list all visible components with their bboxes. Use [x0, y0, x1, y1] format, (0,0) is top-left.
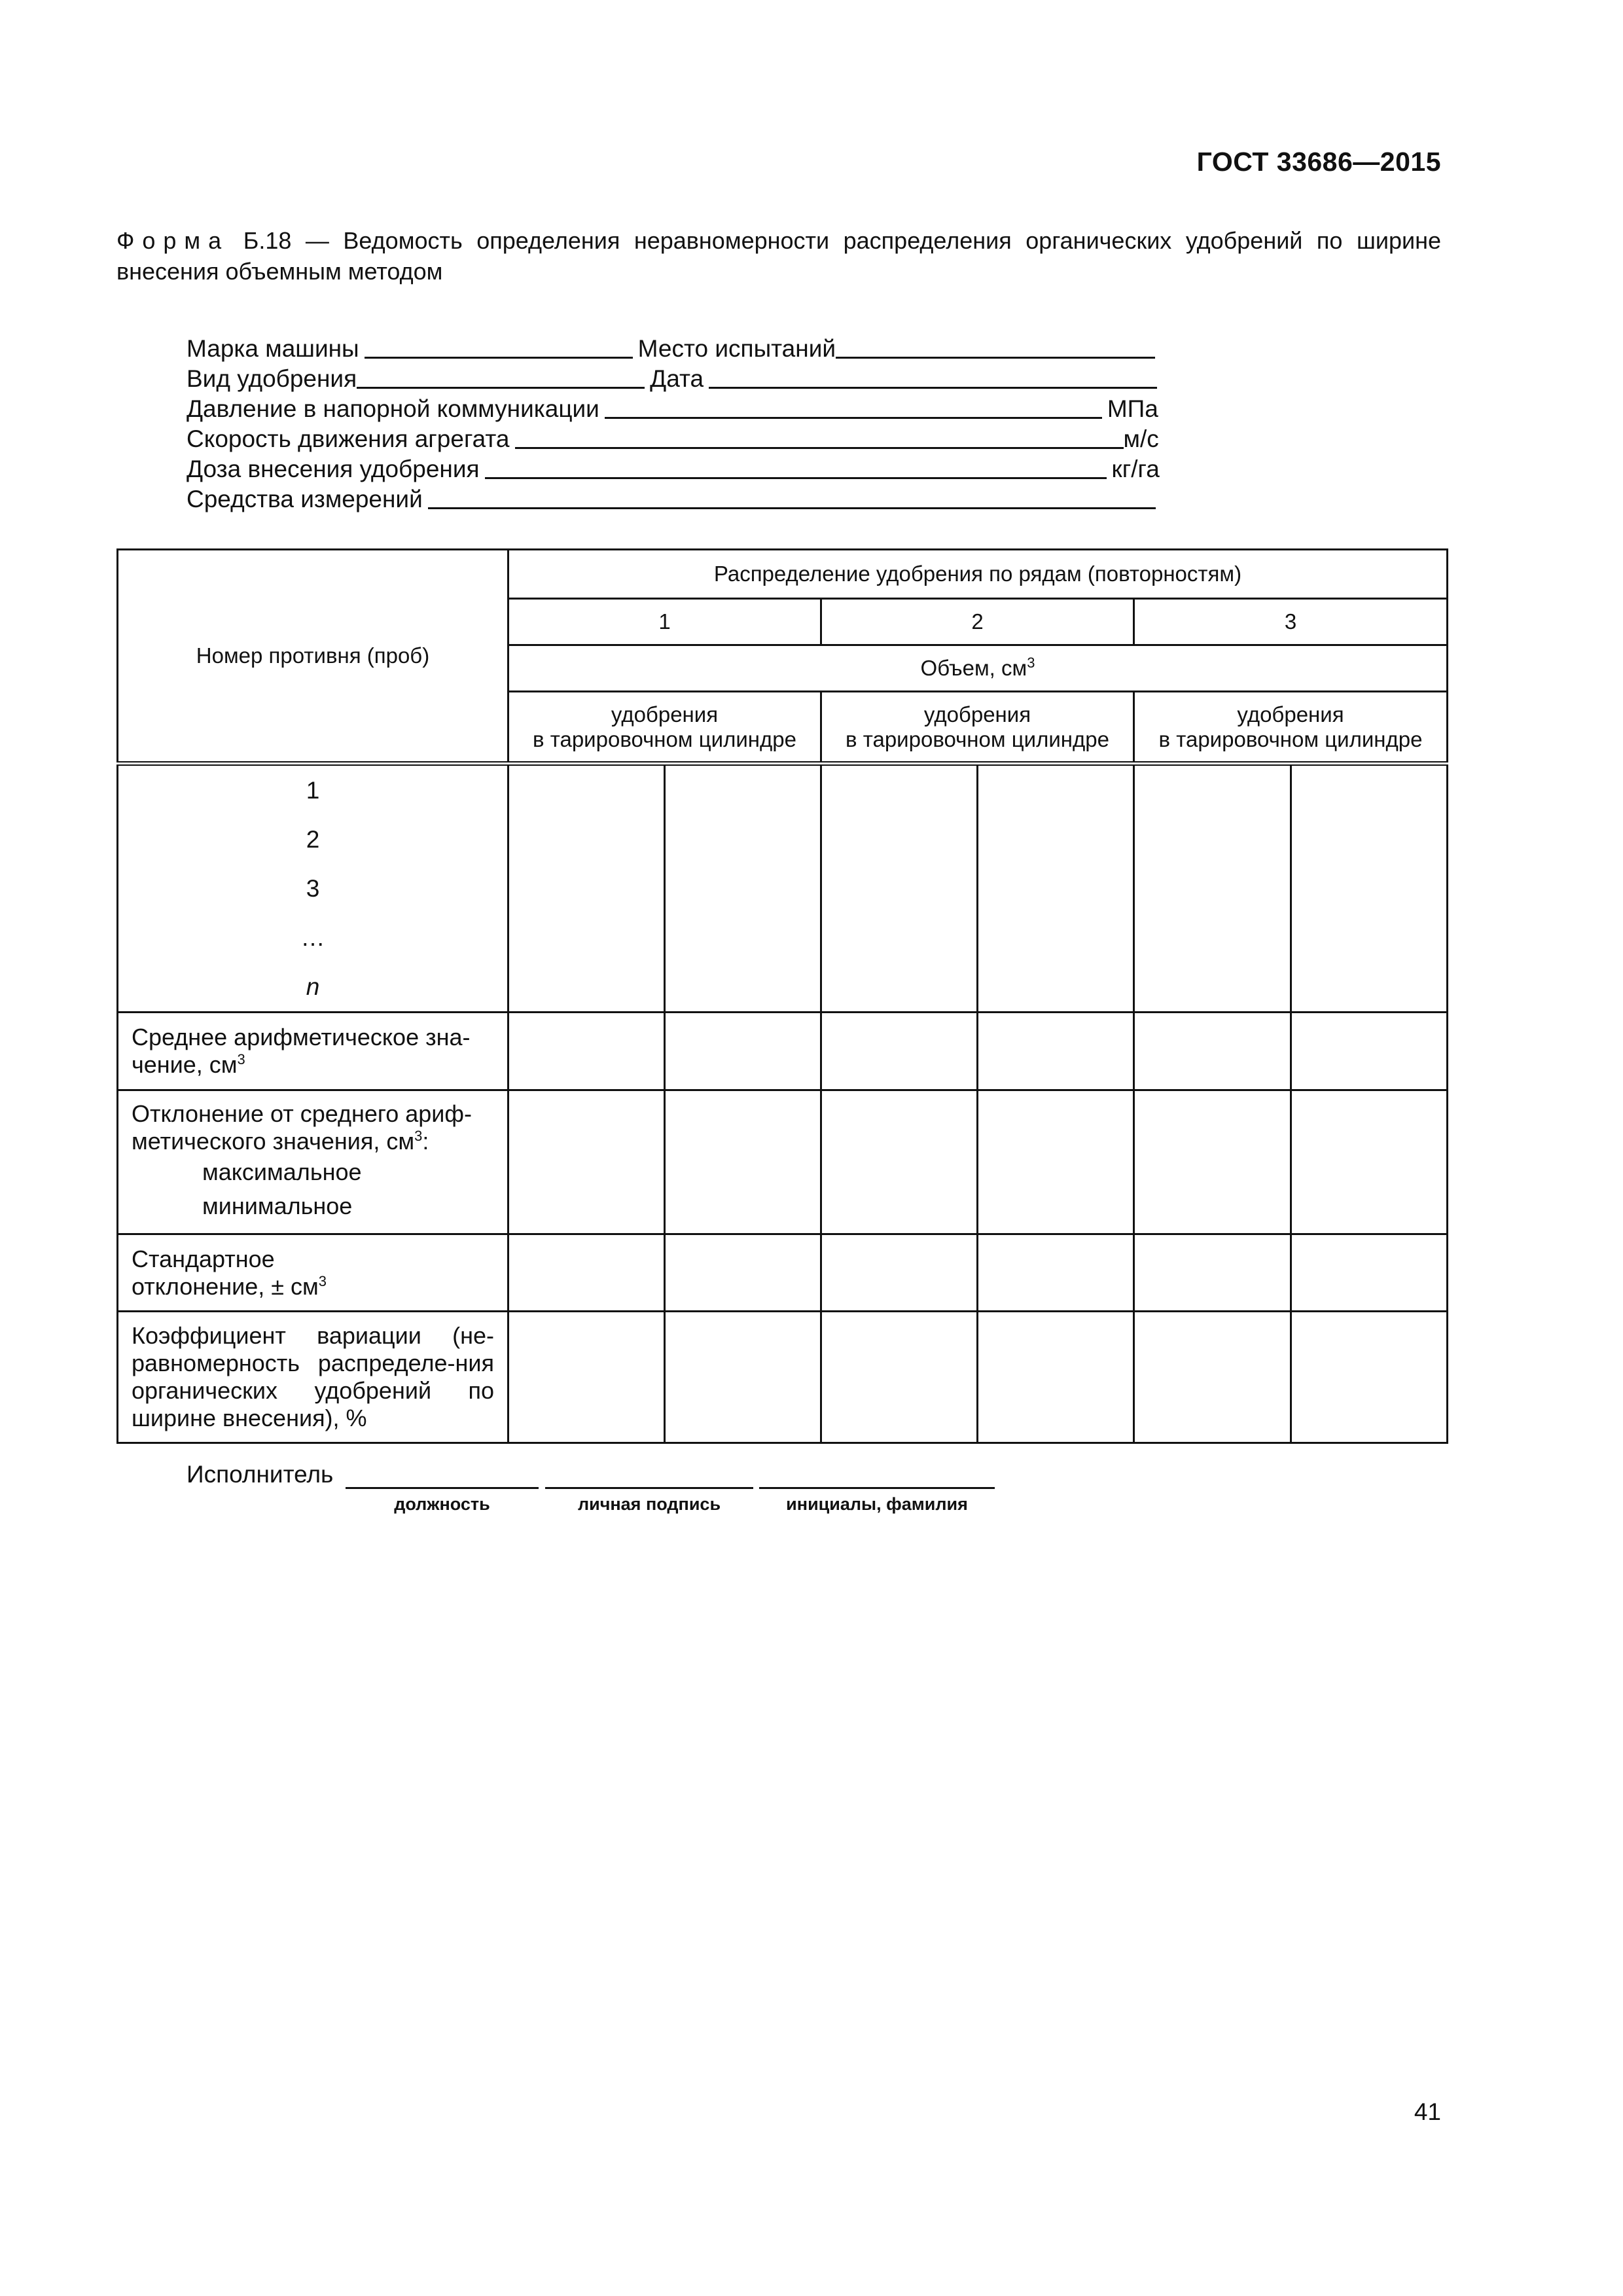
mean-label: [118, 1013, 508, 1090]
speed-label: Скорость движения агрегата: [187, 425, 510, 452]
table-cell[interactable]: [978, 1090, 1134, 1234]
sub-header-1-line1: удобрения: [611, 702, 719, 726]
table-cell[interactable]: [1291, 1090, 1448, 1234]
deviation-sup: 3: [414, 1128, 423, 1144]
table-cell[interactable]: [1291, 1312, 1448, 1443]
sub-header-1-line2: в тарировочном цилиндре: [533, 726, 796, 751]
std-sup: 3: [318, 1272, 327, 1289]
table-cell[interactable]: [665, 764, 821, 1013]
table-cell[interactable]: [978, 764, 1134, 1013]
deviation-max: максимальное: [202, 1158, 362, 1185]
table-row-samples: [118, 764, 1448, 1013]
table-cell[interactable]: [508, 1090, 665, 1234]
position-caption: должность: [394, 1494, 490, 1514]
page-number: 41: [1414, 2098, 1441, 2125]
pressure-blank[interactable]: [605, 393, 1102, 419]
sample-2: 2: [306, 826, 320, 853]
table-row-std: [118, 1234, 1448, 1312]
table-cell[interactable]: [665, 1090, 821, 1234]
pressure-label: Давление в напорной коммуникации: [187, 395, 599, 422]
table-cell[interactable]: [978, 1312, 1134, 1443]
table-cell[interactable]: [1134, 764, 1291, 1013]
sub-header-3-line1: удобрения: [1237, 702, 1344, 726]
deviation-label: Отклонение от среднего ариф-метического значения, $см^3$: максимальное минимальное: [118, 1090, 508, 1234]
table-row-cv: [118, 1312, 1448, 1443]
form-caption: [116, 225, 1441, 287]
pressure-unit: МПа: [1107, 395, 1158, 422]
name-blank[interactable]: [759, 1487, 995, 1489]
table-cell[interactable]: [508, 1234, 665, 1312]
std-label: [118, 1234, 508, 1312]
row-header-1: 1: [508, 599, 821, 645]
table-cell[interactable]: [508, 1312, 665, 1443]
field-row-speed: [187, 423, 1168, 453]
table-cell[interactable]: [665, 1013, 821, 1090]
sample-n: n: [306, 973, 320, 1000]
dose-blank[interactable]: [485, 454, 1107, 479]
machine-blank[interactable]: [365, 333, 633, 359]
table-cell[interactable]: [1134, 1090, 1291, 1234]
table-row-deviation: [118, 1090, 1448, 1234]
distribution-table: [116, 548, 1448, 1444]
std-line1: Стандартное: [132, 1245, 275, 1272]
volume-header: [508, 645, 1448, 692]
sample-1: 1: [306, 777, 320, 804]
field-row-fertilizer: [187, 363, 1168, 393]
signature-blank[interactable]: [545, 1487, 753, 1489]
distribution-header: Распределение удобрения по рядам (повторностям): [508, 550, 1448, 599]
sub-header-2-line1: удобрения: [923, 702, 1031, 726]
deviation-min: минимальное: [202, 1193, 353, 1219]
std-line2: отклонение, ± см: [132, 1272, 319, 1300]
instruments-label: Средства измерений: [187, 486, 423, 512]
header-fields: [187, 332, 1168, 513]
date-blank[interactable]: [709, 363, 1157, 389]
speed-unit: м/с: [1123, 425, 1159, 452]
form-title: Б.18 — Ведомость определения неравномерности распределения органических удобрений по ширине внесения объемным методом: [116, 227, 1441, 285]
sub-header-1: [508, 692, 821, 764]
row-header-3: 3: [1134, 599, 1448, 645]
table-cell[interactable]: [508, 1013, 665, 1090]
field-row-instruments: [187, 483, 1168, 513]
table-cell[interactable]: [821, 1234, 978, 1312]
date-label: Дата: [650, 365, 704, 392]
field-row-machine: [187, 332, 1168, 363]
sample-3: 3: [306, 875, 320, 902]
table-cell[interactable]: [1291, 1234, 1448, 1312]
sub-header-2: [821, 692, 1134, 764]
table-cell[interactable]: [1134, 1312, 1291, 1443]
sub-header-3: [1134, 692, 1448, 764]
sample-ellipsis: …: [300, 924, 325, 951]
place-blank[interactable]: [836, 333, 1155, 359]
executor-label: Исполнитель: [187, 1461, 334, 1488]
table-cell[interactable]: [978, 1013, 1134, 1090]
volume-sup: 3: [1027, 655, 1035, 671]
volume-label: Объем, см: [920, 656, 1027, 680]
place-label: Место испытаний: [637, 335, 836, 362]
deviation-text: Отклонение от среднего ариф-метического значения, см: [132, 1100, 472, 1155]
form-label: Форма: [116, 227, 230, 254]
dose-label: Доза внесения удобрения: [187, 456, 480, 482]
mean-sup: 3: [237, 1051, 245, 1067]
sample-number-header: Номер противня (проб): [118, 550, 508, 764]
table-cell[interactable]: [821, 1013, 978, 1090]
table-row-mean: [118, 1013, 1448, 1090]
table-cell[interactable]: [1291, 764, 1448, 1013]
machine-label: Марка машины: [187, 335, 359, 362]
standard-header: ГОСТ 33686—2015: [1196, 147, 1441, 177]
table-cell[interactable]: [1134, 1234, 1291, 1312]
speed-blank[interactable]: [515, 423, 1124, 449]
sub-header-3-line2: в тарировочном цилиндре: [1158, 726, 1423, 751]
table-cell[interactable]: [1134, 1013, 1291, 1090]
sub-header-2-line2: в тарировочном цилиндре: [846, 726, 1109, 751]
field-row-pressure: [187, 393, 1168, 423]
position-blank[interactable]: [346, 1487, 539, 1489]
table-cell[interactable]: [665, 1312, 821, 1443]
table-cell[interactable]: [508, 764, 665, 1013]
sample-numbers: [118, 764, 508, 1013]
instruments-blank[interactable]: [428, 484, 1156, 509]
fertilizer-blank[interactable]: [357, 363, 645, 389]
table-cell[interactable]: [978, 1234, 1134, 1312]
fertilizer-label: Вид удобрения: [187, 365, 357, 392]
row-header-2: 2: [821, 599, 1134, 645]
table-cell[interactable]: [821, 764, 978, 1013]
mean-text: Среднее арифметическое зна-чение, см: [132, 1024, 471, 1078]
table-cell[interactable]: [1291, 1013, 1448, 1090]
table-cell[interactable]: [821, 1090, 978, 1234]
table-cell[interactable]: [665, 1234, 821, 1312]
signature-caption: личная подпись: [577, 1494, 721, 1514]
table-cell[interactable]: [821, 1312, 978, 1443]
field-row-dose: [187, 453, 1168, 483]
cv-label: Коэффициент вариации (не-равномерность распределе-ния органических удобрений по ширине внесения), %: [118, 1312, 508, 1443]
dose-unit: кг/га: [1111, 456, 1160, 482]
name-caption: инициалы, фамилия: [786, 1494, 968, 1514]
